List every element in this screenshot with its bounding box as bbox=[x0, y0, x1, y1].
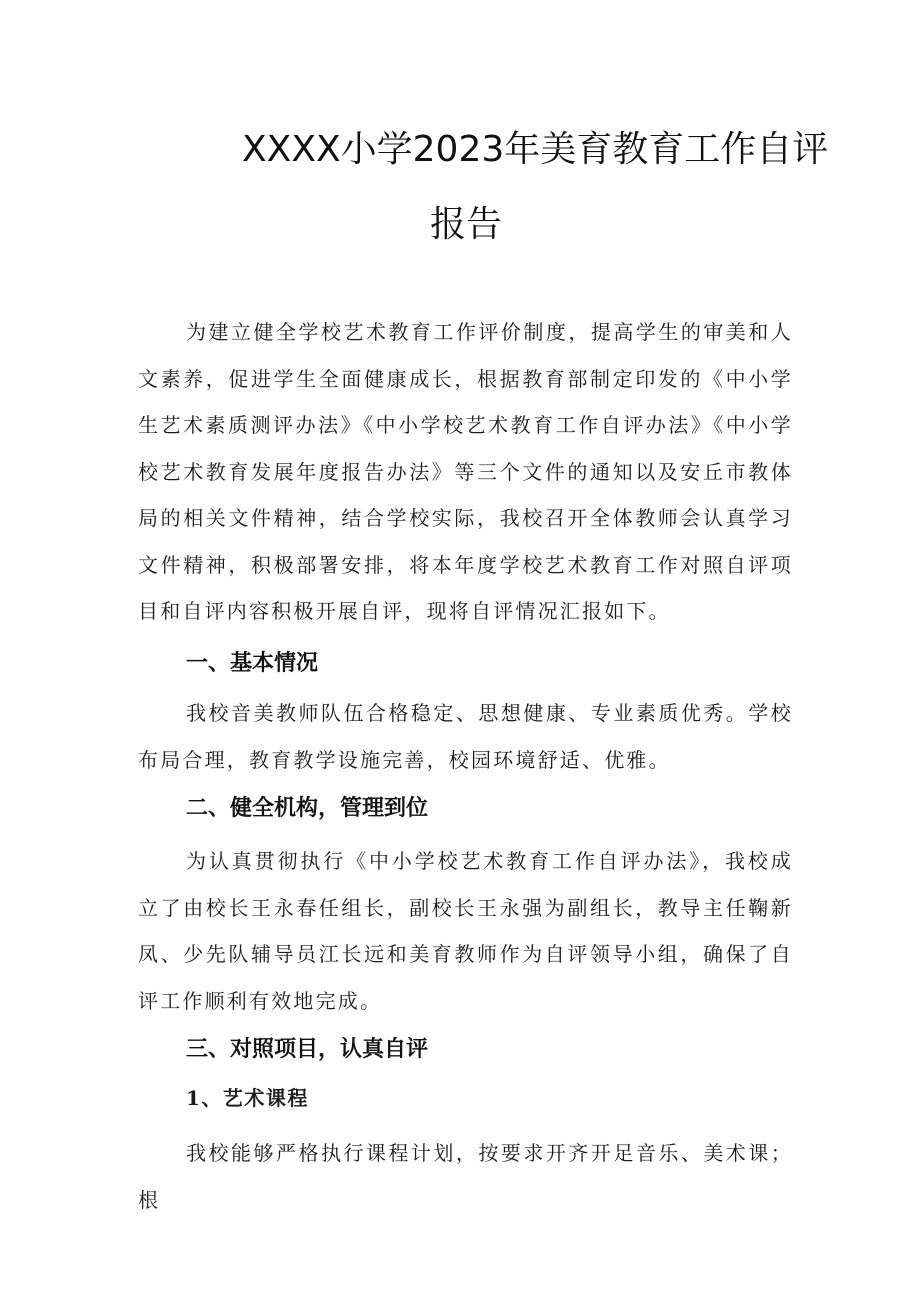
section-heading-organization: 二、健全机构，管理到位 bbox=[186, 796, 429, 821]
section-heading-basic-situation: 一、基本情况 bbox=[186, 651, 319, 676]
subsection-heading-art-courses: 1、艺术课程 bbox=[186, 1086, 309, 1110]
document-title-line-2: 报告 bbox=[430, 204, 503, 245]
section-body-basic-situation: 我校音美教师队伍合格稳定、思想健康、专业素质优秀。学校布局合理，教育教学设施完善，校园环境舒适、优雅。 bbox=[138, 701, 793, 772]
document-title-line-1: XXXX小学2023年美育教育工作自评 bbox=[242, 129, 829, 170]
section-body-organization: 为认真贯彻执行《中小学校艺术教育工作自评办法》，我校成立了由校长王永春任组长，副校长王永强为副组长，教导主任鞠新凤、少先队辅导员江长远和美育教师作为自评领导小组，确保了自评工作顺利有效地完成。 bbox=[138, 849, 793, 1013]
subsection-body-art-courses: 我校能够严格执行课程计划，按要求开齐开足音乐、美术课；根 bbox=[138, 1141, 793, 1212]
section-heading-self-evaluation: 三、对照项目，认真自评 bbox=[186, 1037, 429, 1062]
intro-paragraph: 为建立健全学校艺术教育工作评价制度，提高学生的审美和人文素养，促进学生全面健康成长，根据教育部制定印发的《中小学生艺术素质测评办法》《中小学校艺术教育工作自评办法》《中小学校艺术教育发展年度报告办法》等三个文件的通知以及安丘市教体局的相关文件精神，结合学校实际，我校召开全体教师会认真学习文件精神，积极部署安排，将本年度学校艺术教育工作对照自评项目和自评内容积极开展自评，现将自评情况汇报如下。 bbox=[138, 320, 793, 623]
